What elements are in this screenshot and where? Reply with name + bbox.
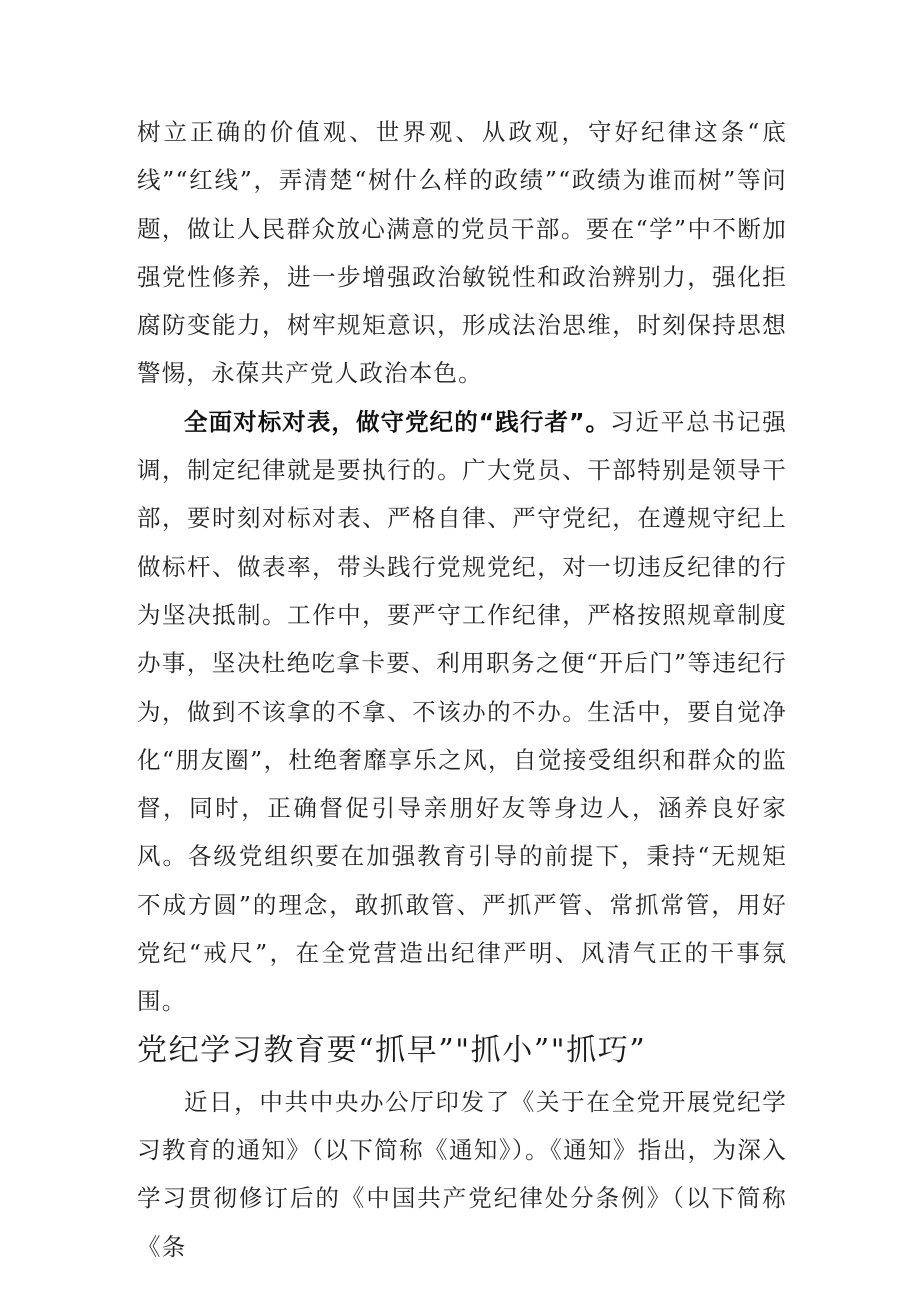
paragraph-lead-heading: 全面对标对表，做守党纪的“践行者”。	[184, 407, 611, 436]
article-title: 党纪学习教育要“抓早”"抓小”"抓巧”	[137, 1032, 647, 1068]
paragraph-body-text: 习近平总书记强调，制定纪律就是要执行的。广大党员、干部特别是领导干部，要时刻对标对表、严格自律、严守党纪，在遵规守纪上做标杆、做表率，带头践行党规党纪，对一切违反纪律的行为坚决抵制。工作中，要严守工作纪律，严格按照规章制度办事，坚决杜绝吃拿卡要、利用职务之便“开后门”等违纪行为，做到不该拿的不拿、不该办的不办。生活中，要自觉净化“朋友圈”，杜绝奢靡享乐之风，自觉接受组织和群众的监督，同时，正确督促引导亲朋好友等身边人，涵养良好家风。各级党组织要在加强教育引导的前提下，秉持“无规矩不成方圆”的理念，敢抓敢管、严抓严管、常抓常管，用好党纪“戒尺”，在全党营造出纪律严明、风清气正的干事氛围。	[137, 407, 787, 1016]
practice-paragraph	[137, 398, 787, 1026]
closing-paragraph: 树立正确的价值观、世界观、从政观，守好纪律这条“底线”“红线”，弄清楚“树什么样的政绩”“政绩为谁而树”等问题，做让人民群众放心满意的党员干部。要在“学”中不断加强党性修养，进一步增强政治敏锐性和政治辨别力，强化拒腐防变能力，树牢规矩意识，形成法治思维，时刻保持思想警惕，永葆共产党人政治本色。	[137, 118, 787, 388]
document-page	[137, 108, 787, 1271]
article-intro-paragraph: 近日，中共中央办公厅印发了《关于在全党开展党纪学习教育的通知》（以下简称《通知》）。《通知》指出，为深入学习贯彻修订后的《中国共产党纪律处分条例》（以下简称《条	[137, 1087, 787, 1261]
